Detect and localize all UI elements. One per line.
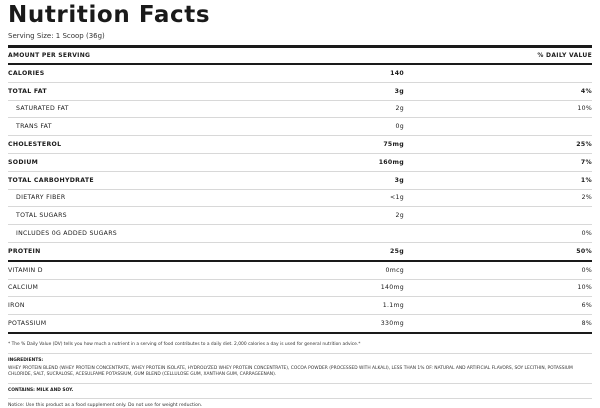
row-daily-value: 50%	[576, 247, 592, 255]
row-daily-value: 2%	[581, 194, 592, 202]
row-daily-value: 10%	[577, 105, 592, 113]
row-amount: <1g	[390, 194, 404, 202]
row-label: TRANS FAT	[16, 123, 52, 131]
ingredients-heading: INGREDIENTS:	[8, 353, 592, 363]
row-label: CALORIES	[8, 69, 45, 77]
row-amount: 1.1mg	[382, 302, 404, 310]
row-amount: 330mg	[380, 320, 404, 328]
row-amount: 0mcg	[385, 266, 404, 274]
row-label: PROTEIN	[8, 247, 41, 255]
usage-notice: Notice: Use this product as a food supplement only. Do not use for weight reduction.	[8, 398, 592, 408]
row-label: DIETARY FIBER	[16, 194, 66, 202]
row-daily-value: 4%	[580, 87, 592, 95]
row-amount: 140	[390, 69, 404, 77]
row-amount: 3g	[394, 87, 404, 95]
row-label: INCLUDES 0G ADDED SUGARS	[16, 230, 118, 238]
table-row	[8, 101, 592, 119]
table-header	[8, 48, 592, 63]
table-row	[8, 118, 592, 136]
row-amount: 3g	[394, 176, 404, 184]
row-amount: 75mg	[383, 141, 404, 149]
row-daily-value: 0%	[581, 230, 592, 238]
allergen-statement: CONTAINS: MILK AND SOY.	[8, 383, 592, 393]
table-row	[8, 154, 592, 172]
table-row	[8, 262, 592, 280]
amount-header: AMOUNT PER SERVING	[8, 52, 91, 59]
row-daily-value: 7%	[580, 158, 592, 166]
row-daily-value: 0%	[581, 266, 592, 274]
daily-value-footnote: * The % Daily Value (DV) tells you how much a nutrient in a serving of food contributes to a daily diet. 2,000 calories a day is used for general nutrition advice.*	[8, 341, 361, 347]
row-label: CHOLESTEROL	[8, 141, 62, 149]
table-row	[8, 243, 592, 262]
table-row	[8, 315, 592, 334]
row-amount: 25g	[390, 247, 404, 255]
row-label: TOTAL SUGARS	[16, 212, 67, 220]
row-label: SATURATED FAT	[16, 105, 69, 113]
table-row	[8, 280, 592, 298]
row-daily-value: 1%	[580, 176, 592, 184]
row-label: SODIUM	[8, 158, 39, 166]
table-row	[8, 190, 592, 208]
table-row	[8, 136, 592, 154]
row-daily-value: 10%	[577, 284, 592, 292]
row-label: TOTAL CARBOHYDRATE	[8, 176, 94, 184]
table-row	[8, 83, 592, 101]
row-daily-value: 25%	[576, 141, 592, 149]
row-amount: 2g	[395, 212, 404, 220]
table-row	[8, 207, 592, 225]
page-title: Nutrition Facts	[8, 2, 211, 28]
row-label: VITAMIN D	[8, 266, 43, 274]
ingredients-text: WHEY PROTEIN BLEND (WHEY PROTEIN CONCENTRATE, WHEY PROTEIN ISOLATE, HYDROLYZED WHEY PROTEIN CONCENTRATE), COCOA POWDER (PROCESSED WITH ALKALI), LESS THAN 1% OF: NATURAL AND ARTIFICIAL FLAVORS, SOY LECITHIN, POTASSIUM CHLORIDE, SALT, SUCRALOSE, ACESULFAME POTASSIUM, GUM BLEND (CELLULOSE GUM, XANTHAN GUM, CARRAGEENAN).	[8, 365, 573, 377]
table-row	[8, 172, 592, 190]
row-amount: 2g	[395, 105, 404, 113]
serving-size: Serving Size: 1 Scoop (36g)	[8, 32, 105, 40]
daily-value-header: % DAILY VALUE	[537, 52, 592, 59]
table-row	[8, 65, 592, 83]
row-label: CALCIUM	[8, 284, 39, 292]
table-row	[8, 225, 592, 243]
row-label: POTASSIUM	[8, 320, 47, 328]
row-amount: 140mg	[380, 284, 404, 292]
row-label: TOTAL FAT	[8, 87, 47, 95]
row-daily-value: 6%	[581, 302, 592, 310]
row-amount: 0g	[395, 123, 404, 131]
row-amount: 160mg	[378, 158, 404, 166]
row-label: IRON	[8, 302, 25, 310]
row-daily-value: 8%	[581, 320, 592, 328]
table-row	[8, 297, 592, 315]
